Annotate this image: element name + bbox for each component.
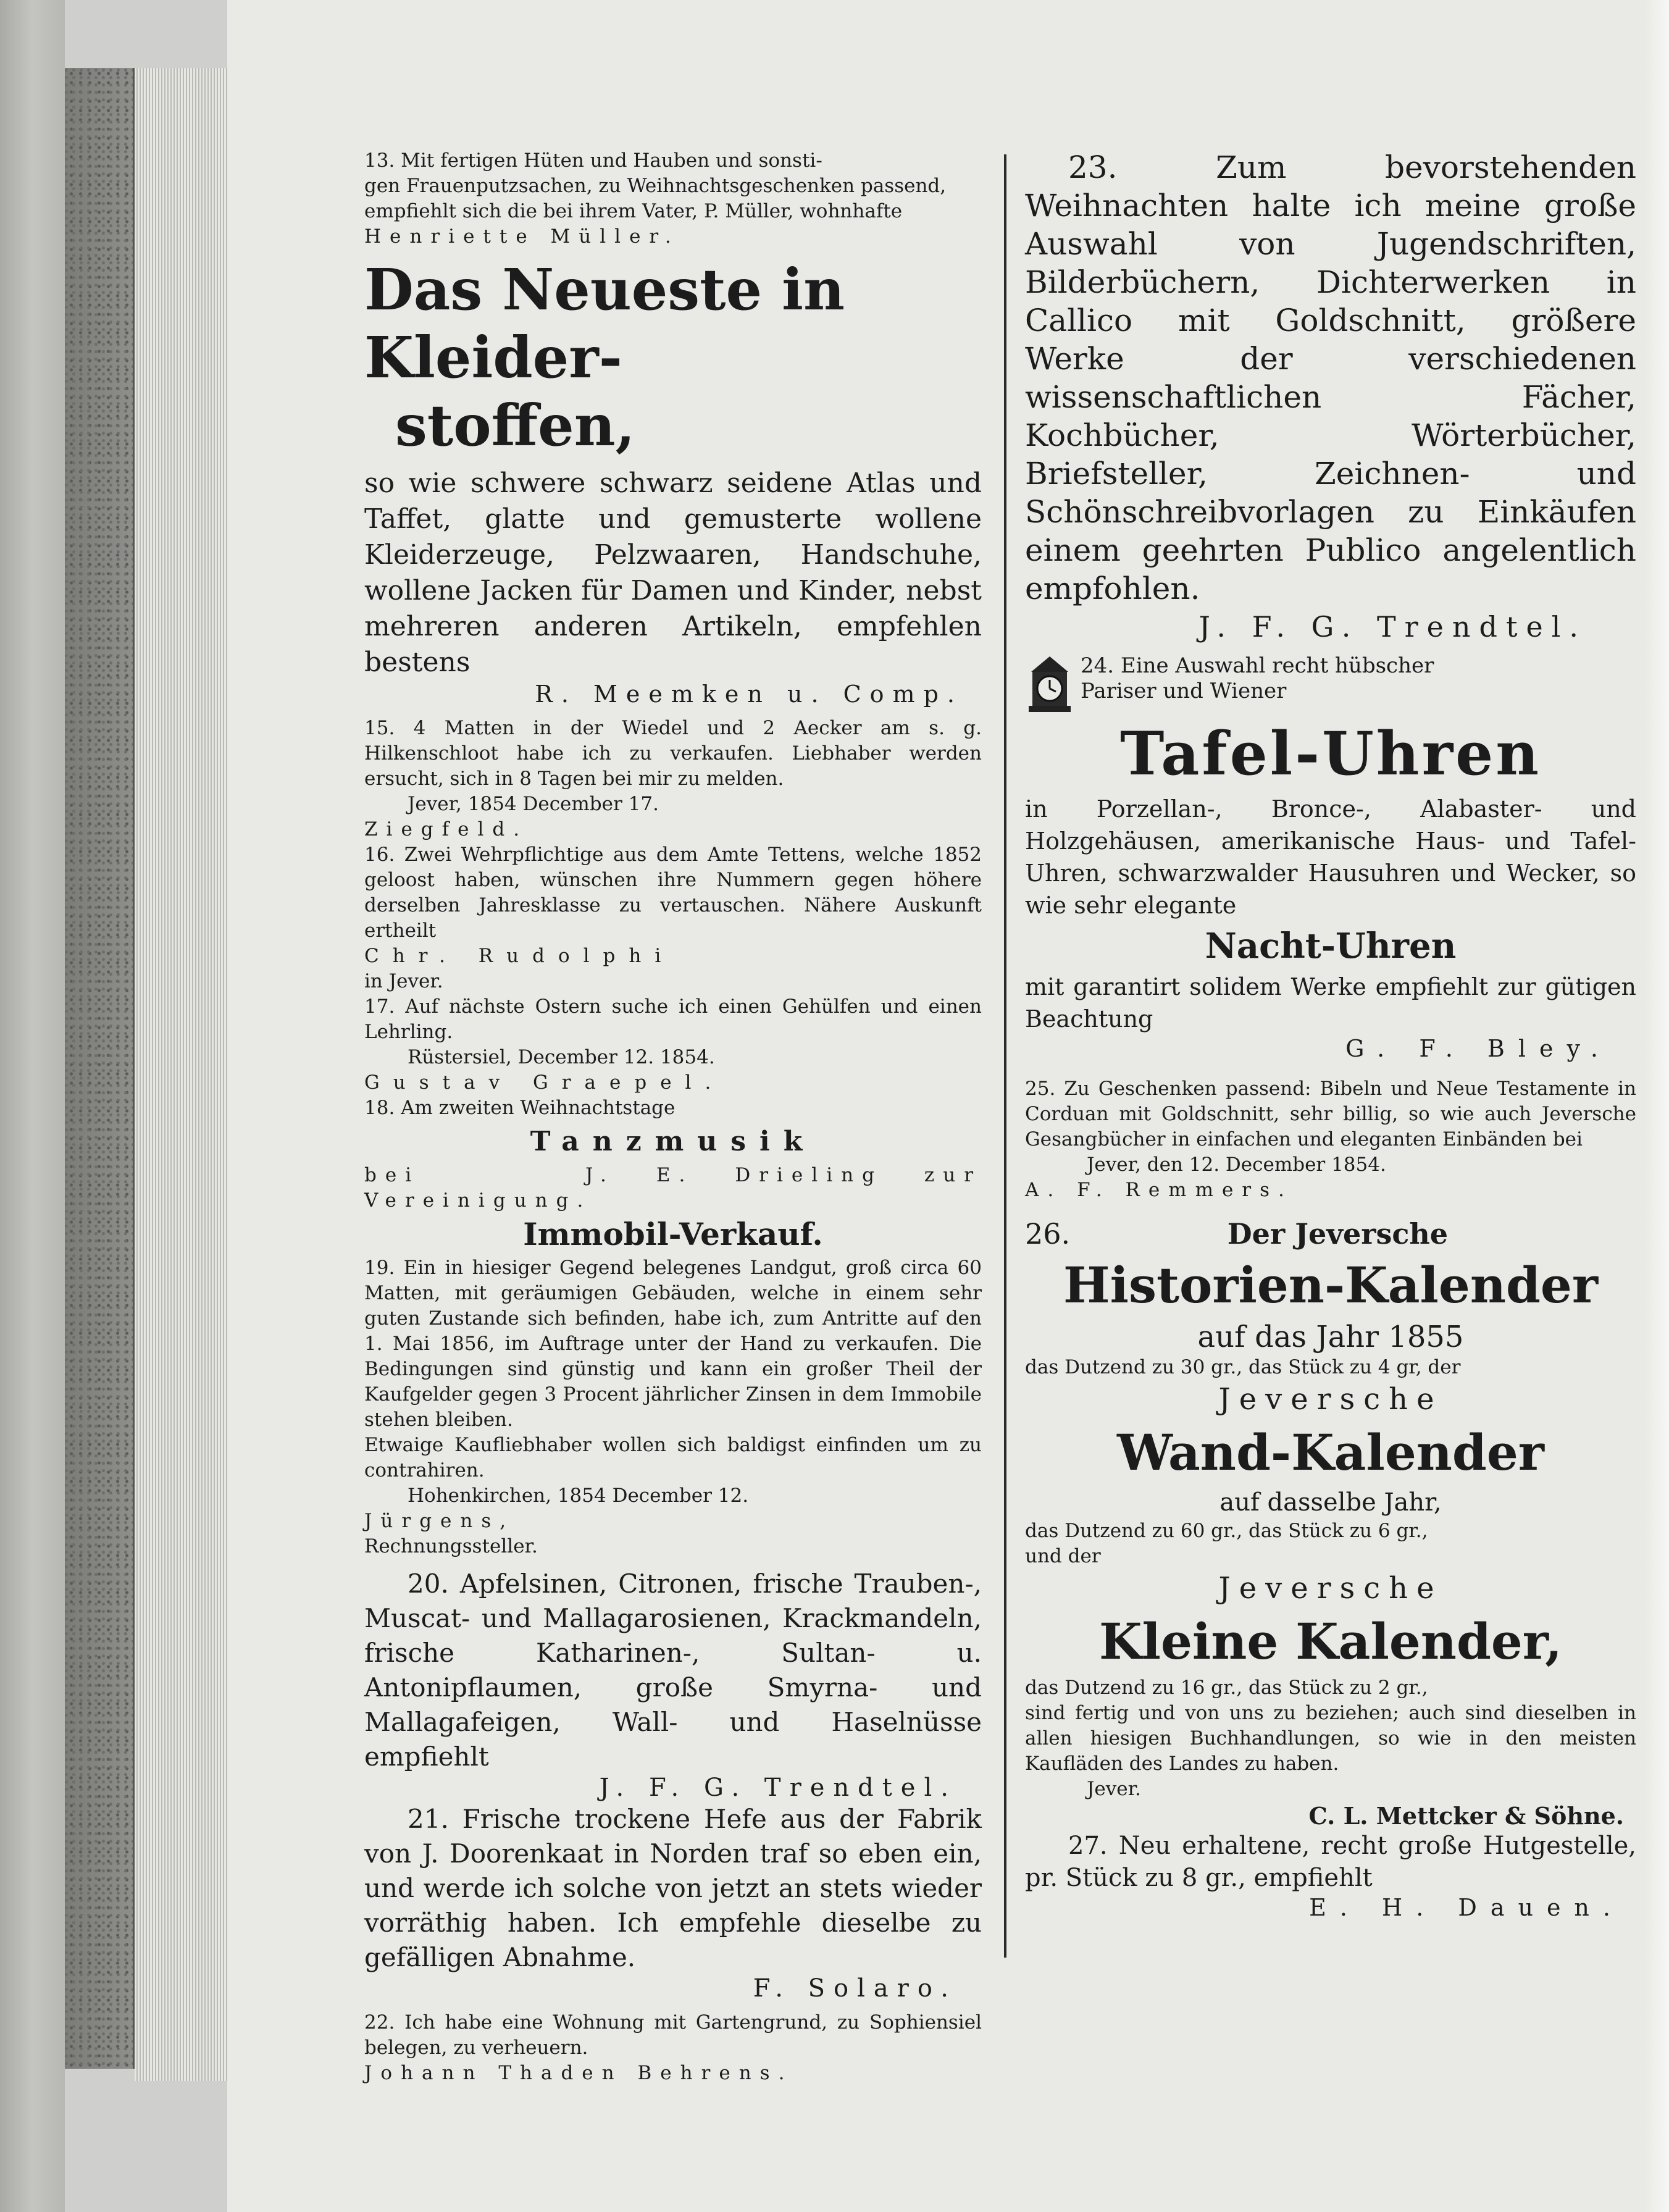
book-spine-edge	[0, 0, 65, 2212]
item26-price1: das Dutzend zu 30 gr., das Stück zu 4 gr, der	[1025, 1356, 1461, 1378]
item26-price3: das Dutzend zu 16 gr., das Stück zu 2 gr.,	[1025, 1677, 1428, 1699]
item26-line3: Jeversche	[1218, 1382, 1443, 1417]
item18-headline: Tanzmusik	[530, 1126, 816, 1157]
item18-line1: 18. Am zweiten Weihnachtstage	[364, 1097, 676, 1119]
item24-headline: Tafel-Uhren	[1119, 719, 1542, 789]
ad-item-15	[364, 716, 982, 842]
item22-signature: Johann Thaden Behrens.	[364, 2062, 793, 2084]
item24-headline2: Nacht-Uhren	[1205, 926, 1457, 966]
clock-icon	[1025, 653, 1074, 715]
item26-price2: das Dutzend zu 60 gr., das Stück zu 6 gr.,	[1025, 1520, 1428, 1542]
ad-item-16	[364, 842, 982, 994]
item26-first-row	[1025, 1217, 1636, 1251]
item27-body: 27. Neu erhaltene, recht große Hutgestelle, pr. Stück zu 8 gr., empfiehlt	[1025, 1832, 1636, 1892]
item24-signature: G. F. Bley.	[1345, 1035, 1612, 1062]
item19-signature-title: Rechnungssteller.	[364, 1535, 538, 1557]
ad-item-14	[364, 256, 982, 708]
ad-item-25	[1025, 1076, 1636, 1203]
item16-body: 16. Zwei Wehrpflichtige aus dem Amte Tettens, welche 1852 geloost haben, wünschen ihre Nummern gegen höhere derselben Jahresklasse zu vertauschen. Nähere Auskunft ertheilt	[364, 844, 982, 942]
item15-dateline: Jever, 1854 December 17.	[408, 793, 659, 815]
item16-signature: Chr. Rudolphi	[364, 945, 675, 967]
item21-body: 21. Frische trockene Hefe aus der Fabrik von J. Doorenkaat in Norden traf so eben ein, und werde ich solche von jetzt an stets wieder vorräthig haben. Ich empfehle dieselbe zu gefälligen Abnahme.	[364, 1804, 982, 1972]
item26-number: 26.	[1025, 1217, 1071, 1251]
item19-headline: Immobil-Verkauf.	[523, 1216, 823, 1252]
ad-item-13	[364, 148, 982, 249]
item19-body: 19. Ein in hiesiger Gegend belegenes Landgut, groß circa 60 Matten, mit geräumigen Gebäuden, welche in einem sehr guten Zustande sich befinden, habe ich, zum Antritte auf den 1. Mai 1856, im Auftrage unter der Hand zu verkaufen. Die Bedingungen sind günstig und kann ein großer Theil der Kaufgelder gegen 3 Procent jährlicher Zinsen in dem Immobile stehen bleiben.	[364, 1257, 982, 1431]
item14-headline-line2: stoffen,	[395, 392, 635, 459]
item26-body: sind fertig und von uns zu beziehen; auch sind dieselben in allen hiesigen Buchhandlungen, so wie in den meisten Kaufläden des Landes zu haben.	[1025, 1702, 1636, 1775]
item15-signature: Ziegfeld.	[364, 818, 529, 840]
item14-headline-line1: Das Neueste in Kleider-	[364, 256, 845, 391]
item19-signature: Jürgens,	[364, 1510, 515, 1532]
ad-item-23	[1025, 148, 1636, 646]
item24-body: in Porzellan-, Bronce-, Alabaster- und Holzgehäusen, amerikanische Haus- und Tafel-Uhren, schwarzwalder Hausuhren und Wecker, so wie sehr elegante	[1025, 795, 1636, 919]
item24-intro-with-clock	[1025, 653, 1636, 715]
item20-signature: J. F. G. Trendtel.	[599, 1774, 957, 1802]
item23-signature: J. F. G. Trendtel.	[1198, 610, 1587, 643]
item17-body: 17. Auf nächste Ostern suche ich einen Gehülfen und einen Lehrling.	[364, 995, 982, 1043]
item27-signature: E. H. Dauen.	[1309, 1894, 1624, 1921]
ad-item-22	[364, 2010, 982, 2086]
left-column	[364, 148, 982, 2086]
book-cover-marbled-edge	[65, 68, 135, 2069]
item13-signature: Henriette Müller.	[364, 225, 680, 248]
item25-signature: A. F. Remmers.	[1025, 1179, 1293, 1201]
item16-signature-place: in Jever.	[364, 970, 443, 992]
item18-line2-prefix: bei	[364, 1164, 420, 1186]
item26-line4: auf dasselbe Jahr,	[1219, 1488, 1442, 1517]
ad-item-24	[1025, 653, 1636, 1063]
item17-dateline: Rüstersiel, December 12. 1854.	[408, 1046, 715, 1068]
ad-item-17	[364, 994, 982, 1096]
item26-line6: Jeversche	[1218, 1571, 1443, 1606]
item17-signature: Gustav Graepel.	[364, 1071, 725, 1094]
item15-body: 15. 4 Matten in der Wiedel und 2 Aecker am s. g. Hilkenschloot habe ich zu verkaufen. Liebhaber werden ersucht, sich in 8 Tagen bei mir zu melden.	[364, 717, 982, 790]
ad-item-19	[364, 1217, 982, 1559]
column-divider	[1004, 154, 1006, 1958]
item14-body: so wie schwere schwarz seidene Atlas und Taffet, glatte und gemusterte wollene Kleiderzeuge, Pelzwaaren, Handschuhe, wollene Jacken für Damen und Kinder, nebst mehreren anderen Artikeln, empfehlen bestens	[364, 467, 982, 678]
item26-headline3: Kleine Kalender,	[1099, 1612, 1562, 1670]
right-column	[1025, 148, 1636, 1922]
item24-body2: mit garantirt solidem Werke empfiehlt zur gütigen Beachtung	[1025, 973, 1636, 1033]
ad-item-26	[1025, 1217, 1636, 1830]
item13-line3: empfiehlt sich die bei ihrem Vater, P. Müller, wohnhafte	[364, 200, 903, 222]
item26-line5: und der	[1025, 1545, 1101, 1567]
item21-signature: F. Solaro.	[753, 1974, 957, 2003]
item14-signature: R. Meemken u. Comp.	[535, 681, 963, 708]
page-stack-edge	[135, 68, 227, 2081]
item25-dateline: Jever, den 12. December 1854.	[1087, 1154, 1386, 1176]
item13-line2: gen Frauenputzsachen, zu Weihnachtsgeschenken passend,	[364, 175, 947, 197]
item26-line2: auf das Jahr 1855	[1197, 1320, 1464, 1354]
item26-dateline: Jever.	[1087, 1778, 1141, 1800]
item24-line2: Pariser und Wiener	[1081, 679, 1287, 703]
item25-body: 25. Zu Geschenken passend: Bibeln und Neue Testamente in Corduan mit Goldschnitt, sehr billig, so wie auch Jeversche Gesangbücher in einfachen und eleganten Einbänden bei	[1025, 1078, 1636, 1150]
item26-headline2: Wand-Kalender	[1117, 1423, 1544, 1481]
item23-body: 23. Zum bevorstehenden Weihnachten halte ich meine große Auswahl von Jugendschriften, Bilderbüchern, Dichterwerken in Callico mit Goldschnitt, größere Werke der verschiedenen wissenschaftlichen Fächer, Kochbücher, Wörterbücher, Briefsteller, Zeichnen- und Schönschreibvorlagen zu Einkäufen einem geehrten Publico angelentlich empfohlen.	[1025, 149, 1636, 606]
item22-body: 22. Ich habe eine Wohnung mit Gartengrund, zu Sophiensiel belegen, zu verheuern.	[364, 2011, 982, 2059]
item26-signature: C. L. Mettcker & Söhne.	[1308, 1802, 1624, 1830]
item18-line2	[364, 1163, 982, 1213]
ad-item-18	[364, 1096, 982, 1213]
page-right-margin	[1644, 0, 1669, 2212]
item13-line1: 13. Mit fertigen Hüten und Hauben und sonsti-	[364, 149, 822, 172]
item19-dateline: Hohenkirchen, 1854 December 12.	[408, 1485, 749, 1507]
item18-line2-text: J. E. Drieling zur Vereinigung.	[364, 1164, 982, 1212]
ad-item-27	[1025, 1830, 1636, 1922]
item26-headline1: Historien-Kalender	[1063, 1256, 1598, 1314]
item26-line1: Der Jeversche	[1227, 1217, 1449, 1251]
item24-line1: 24. Eine Auswahl recht hübscher	[1081, 653, 1434, 678]
item19-body2: Etwaige Kaufliebhaber wollen sich baldigst einfinden um zu contrahiren.	[364, 1434, 982, 1481]
ad-item-21	[364, 1802, 982, 2003]
ad-item-20	[364, 1567, 982, 1802]
item20-body: 20. Apfelsinen, Citronen, frische Trauben-, Muscat- und Mallagarosienen, Krackmandeln, frische Katharinen-, Sultan- u. Antonipflaumen, große Smyrna- und Mallagafeigen, Wall- und Haselnüsse empfiehlt	[364, 1569, 982, 1772]
